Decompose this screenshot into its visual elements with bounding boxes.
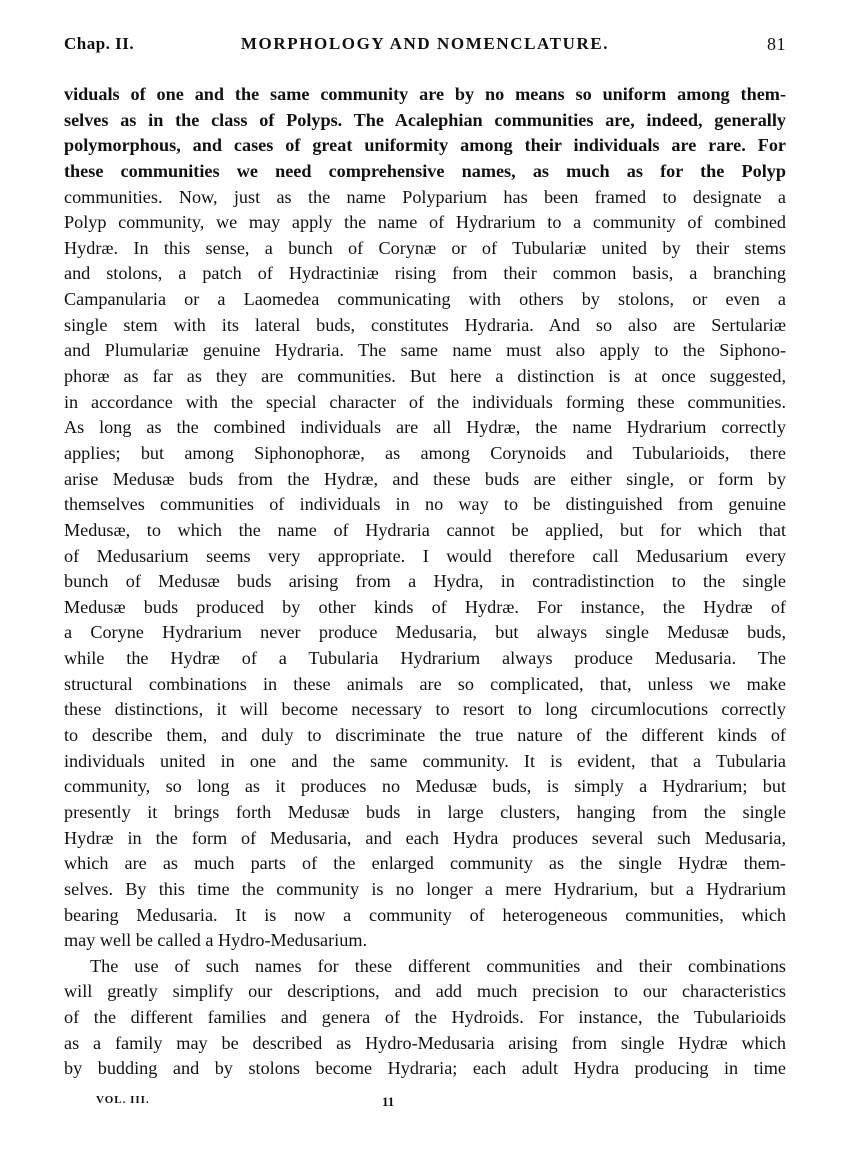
text-line: which are as much parts of the enlarged community as the single Hydræ them- (64, 853, 786, 874)
text-line: community, so long as it produces no Medusæ buds, is simply a Hydrarium; but (64, 776, 786, 797)
text-line: these communities we need comprehensive names, as much as for the Polyp (64, 160, 786, 181)
text-line: presently it brings forth Medusæ buds in large clusters, hanging from the single (64, 801, 786, 822)
text-line: as a family may be described as Hydro-Medusaria arising from single Hydræ which (64, 1032, 786, 1053)
text-line: in accordance with the special character of the individuals forming these communities. (64, 391, 786, 412)
text-line: these distinctions, it will become necessary to resort to long circumlocutions correctly (64, 699, 786, 720)
text-line: while the Hydræ of a Tubularia Hydrarium always produce Medusaria. The (64, 648, 786, 669)
text-line: structural combinations in these animals are so complicated, that, unless we make (64, 673, 786, 694)
text-line: Hydræ. In this sense, a bunch of Corynæ or of Tubulariæ united by their stems (64, 237, 786, 258)
text-line: and Plumulariæ genuine Hydraria. The same name must also apply to the Siphono- (64, 340, 786, 361)
text-line: may well be called a Hydro-Medusarium. (64, 930, 368, 951)
text-line: The use of such names for these different communities and their combinations (90, 955, 786, 976)
signature-mark: 11 (382, 1094, 395, 1109)
text-line: As long as the combined individuals are all Hydræ, the name Hydrarium correctly (64, 417, 786, 438)
text-line: arise Medusæ buds from the Hydræ, and these buds are either single, or form by (64, 468, 786, 489)
text-line: Medusæ buds produced by other kinds of Hydræ. For instance, the Hydræ of (64, 596, 786, 617)
text-line: Hydræ in the form of Medusaria, and each Hydra produces several such Medusaria, (64, 827, 786, 848)
text-line: single stem with its lateral buds, constitutes Hydraria. And so also are Sertulariæ (64, 314, 786, 335)
text-line: and stolons, a patch of Hydractiniæ rising from their common basis, a branching (64, 263, 786, 284)
text-line: viduals of one and the same community are by no means so uniform among them- (64, 84, 786, 104)
text-line: of Medusarium seems very appropriate. I would therefore call Medusarium every (64, 545, 786, 566)
text-line: a Coryne Hydrarium never produce Medusaria, but always single Medusæ buds, (64, 622, 786, 643)
page-footer (96, 1094, 496, 1116)
chapter-label: Chap. II. (64, 34, 135, 53)
text-line: of the different families and genera of the Hydroids. For instance, the Tubularioids (64, 1007, 786, 1028)
text-line: themselves communities of individuals in no way to be distinguished from genuine (64, 494, 786, 515)
text-line: bunch of Medusæ buds arising from a Hydra, in contradistinction to the single (64, 571, 786, 592)
text-line: to describe them, and duly to discriminate the true nature of the different kinds of (64, 725, 786, 746)
text-line: Medusæ, to which the name of Hydraria cannot be applied, but for which that (64, 519, 786, 540)
body-text (64, 82, 786, 1082)
text-line: by budding and by stolons become Hydraria; each adult Hydra producing in time (64, 1058, 786, 1079)
text-line: individuals united in one and the same community. It is evident, that a Tubularia (64, 750, 786, 771)
text-line: selves. By this time the community is no longer a mere Hydrarium, but a Hydrarium (64, 878, 786, 899)
text-line: selves as in the class of Polyps. The Acalephian communities are, indeed, generally (64, 109, 786, 130)
text-line: bearing Medusaria. It is now a community of heterogeneous communities, which (64, 904, 786, 925)
page-number: 81 (767, 34, 786, 54)
text-line: will greatly simplify our descriptions, and add much precision to our characteristics (64, 981, 786, 1002)
text-line: Campanularia or a Laomedea communicating with others by stolons, or even a (64, 289, 786, 310)
chapter-title: MORPHOLOGY AND NOMENCLATURE. (240, 34, 610, 53)
text-line: applies; but among Siphonophoræ, as among Corynoids and Tubularioids, there (64, 442, 786, 463)
text-line: phoræ as far as they are communities. But here a distinction is at once suggested, (64, 366, 786, 387)
running-head (64, 34, 786, 62)
volume-label: VOL. III. (96, 1094, 150, 1106)
text-line: communities. Now, just as the name Polyparium has been framed to designate a (64, 186, 786, 207)
text-line: polymorphous, and cases of great uniformity among their individuals are rare. For (64, 135, 786, 156)
text-line: Polyp community, we may apply the name of Hydrarium to a community of combined (64, 212, 786, 233)
